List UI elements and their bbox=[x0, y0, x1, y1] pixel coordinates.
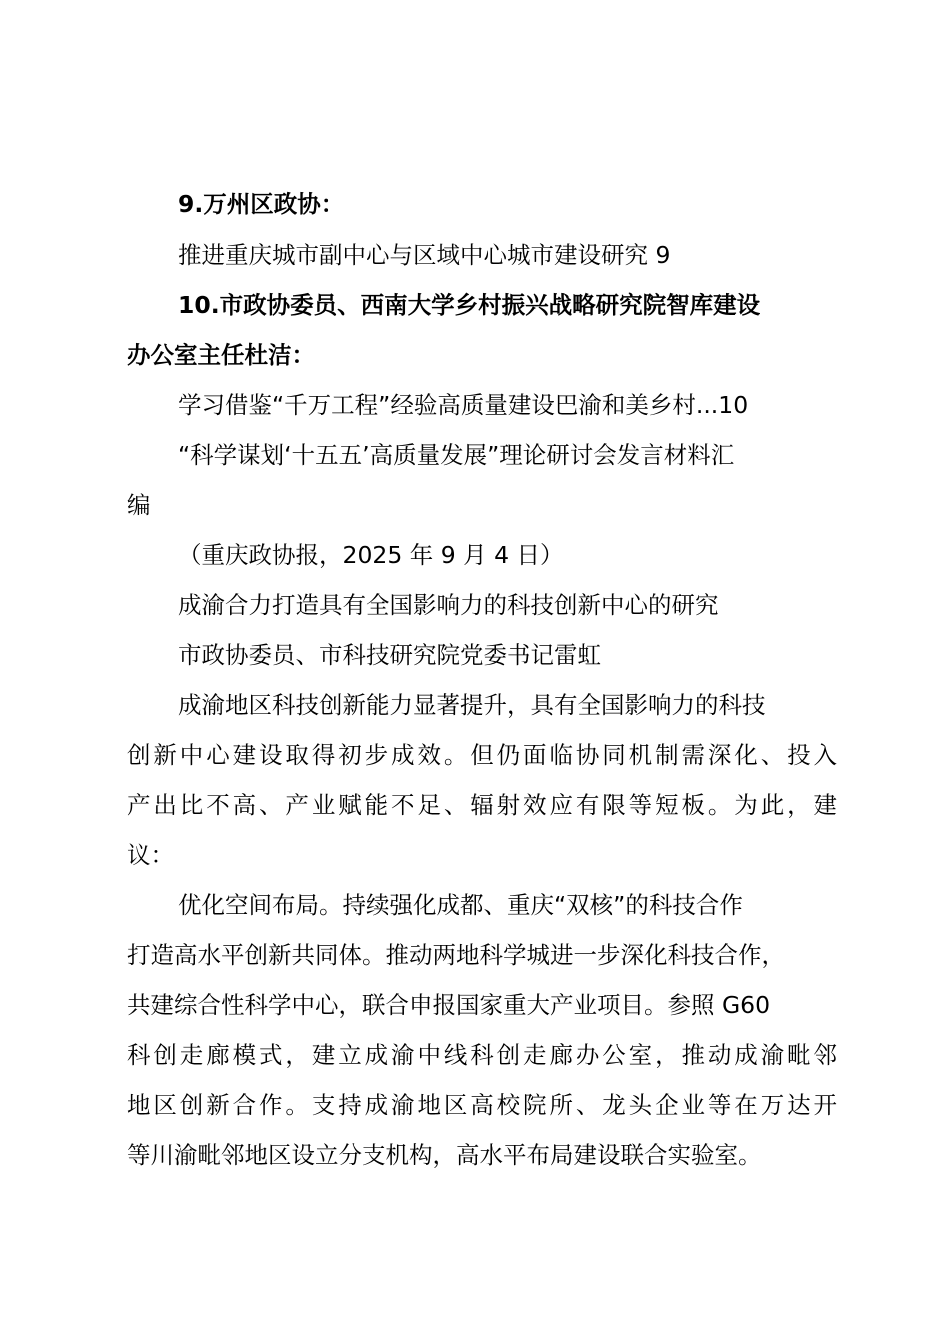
intro-line: 成渝地区科技创新能力显著提升，具有全国影响力的科技 bbox=[178, 691, 766, 719]
paragraph-line: 优化空间布局。持续强化成都、重庆“双核”的科技合作 bbox=[178, 891, 743, 919]
article-title: 成渝合力打造具有全国影响力的科技创新中心的研究 bbox=[178, 591, 719, 619]
compilation-title-line2: 编 bbox=[127, 491, 151, 519]
compilation-title-line1: “科学谋划‘十五五’高质量发展”理论研讨会发言材料汇 bbox=[178, 441, 735, 469]
paragraph-line: 打造高水平创新共同体。推动两地科学城进一步深化科技合作， bbox=[127, 941, 785, 969]
compilation-source: （重庆政协报，2025 年 9 月 4 日） bbox=[178, 541, 564, 569]
section-10-heading-line1: 10.市政协委员、西南大学乡村振兴战略研究院智库建设 bbox=[178, 291, 761, 319]
paragraph-line: 科创走廊模式，建立成渝中线科创走廊办公室，推动成渝毗邻 bbox=[127, 1041, 837, 1069]
paragraph-line: 等川渝毗邻地区设立分支机构，高水平布局建设联合实验室。 bbox=[127, 1141, 762, 1169]
section-9-heading: 9.万州区政协： bbox=[178, 190, 345, 218]
section-9-item: 推进重庆城市副中心与区域中心城市建设研究 9 bbox=[178, 241, 671, 269]
paragraph-line: 地区创新合作。支持成渝地区高校院所、龙头企业等在万达开 bbox=[127, 1091, 837, 1119]
intro-line: 议： bbox=[127, 841, 174, 869]
paragraph-line: 共建综合性科学中心，联合申报国家重大产业项目。参照 G60 bbox=[127, 991, 771, 1019]
section-10-item: 学习借鉴“千万工程”经验高质量建设巴渝和美乡村...10 bbox=[178, 391, 749, 419]
intro-line: 产出比不高、产业赋能不足、辐射效应有限等短板。为此，建 bbox=[127, 791, 837, 819]
intro-line: 创新中心建设取得初步成效。但仍面临协同机制需深化、投入 bbox=[127, 741, 837, 769]
section-10-heading-line2: 办公室主任杜洁： bbox=[127, 341, 315, 369]
article-author: 市政协委员、市科技研究院党委书记雷虹 bbox=[178, 641, 601, 669]
